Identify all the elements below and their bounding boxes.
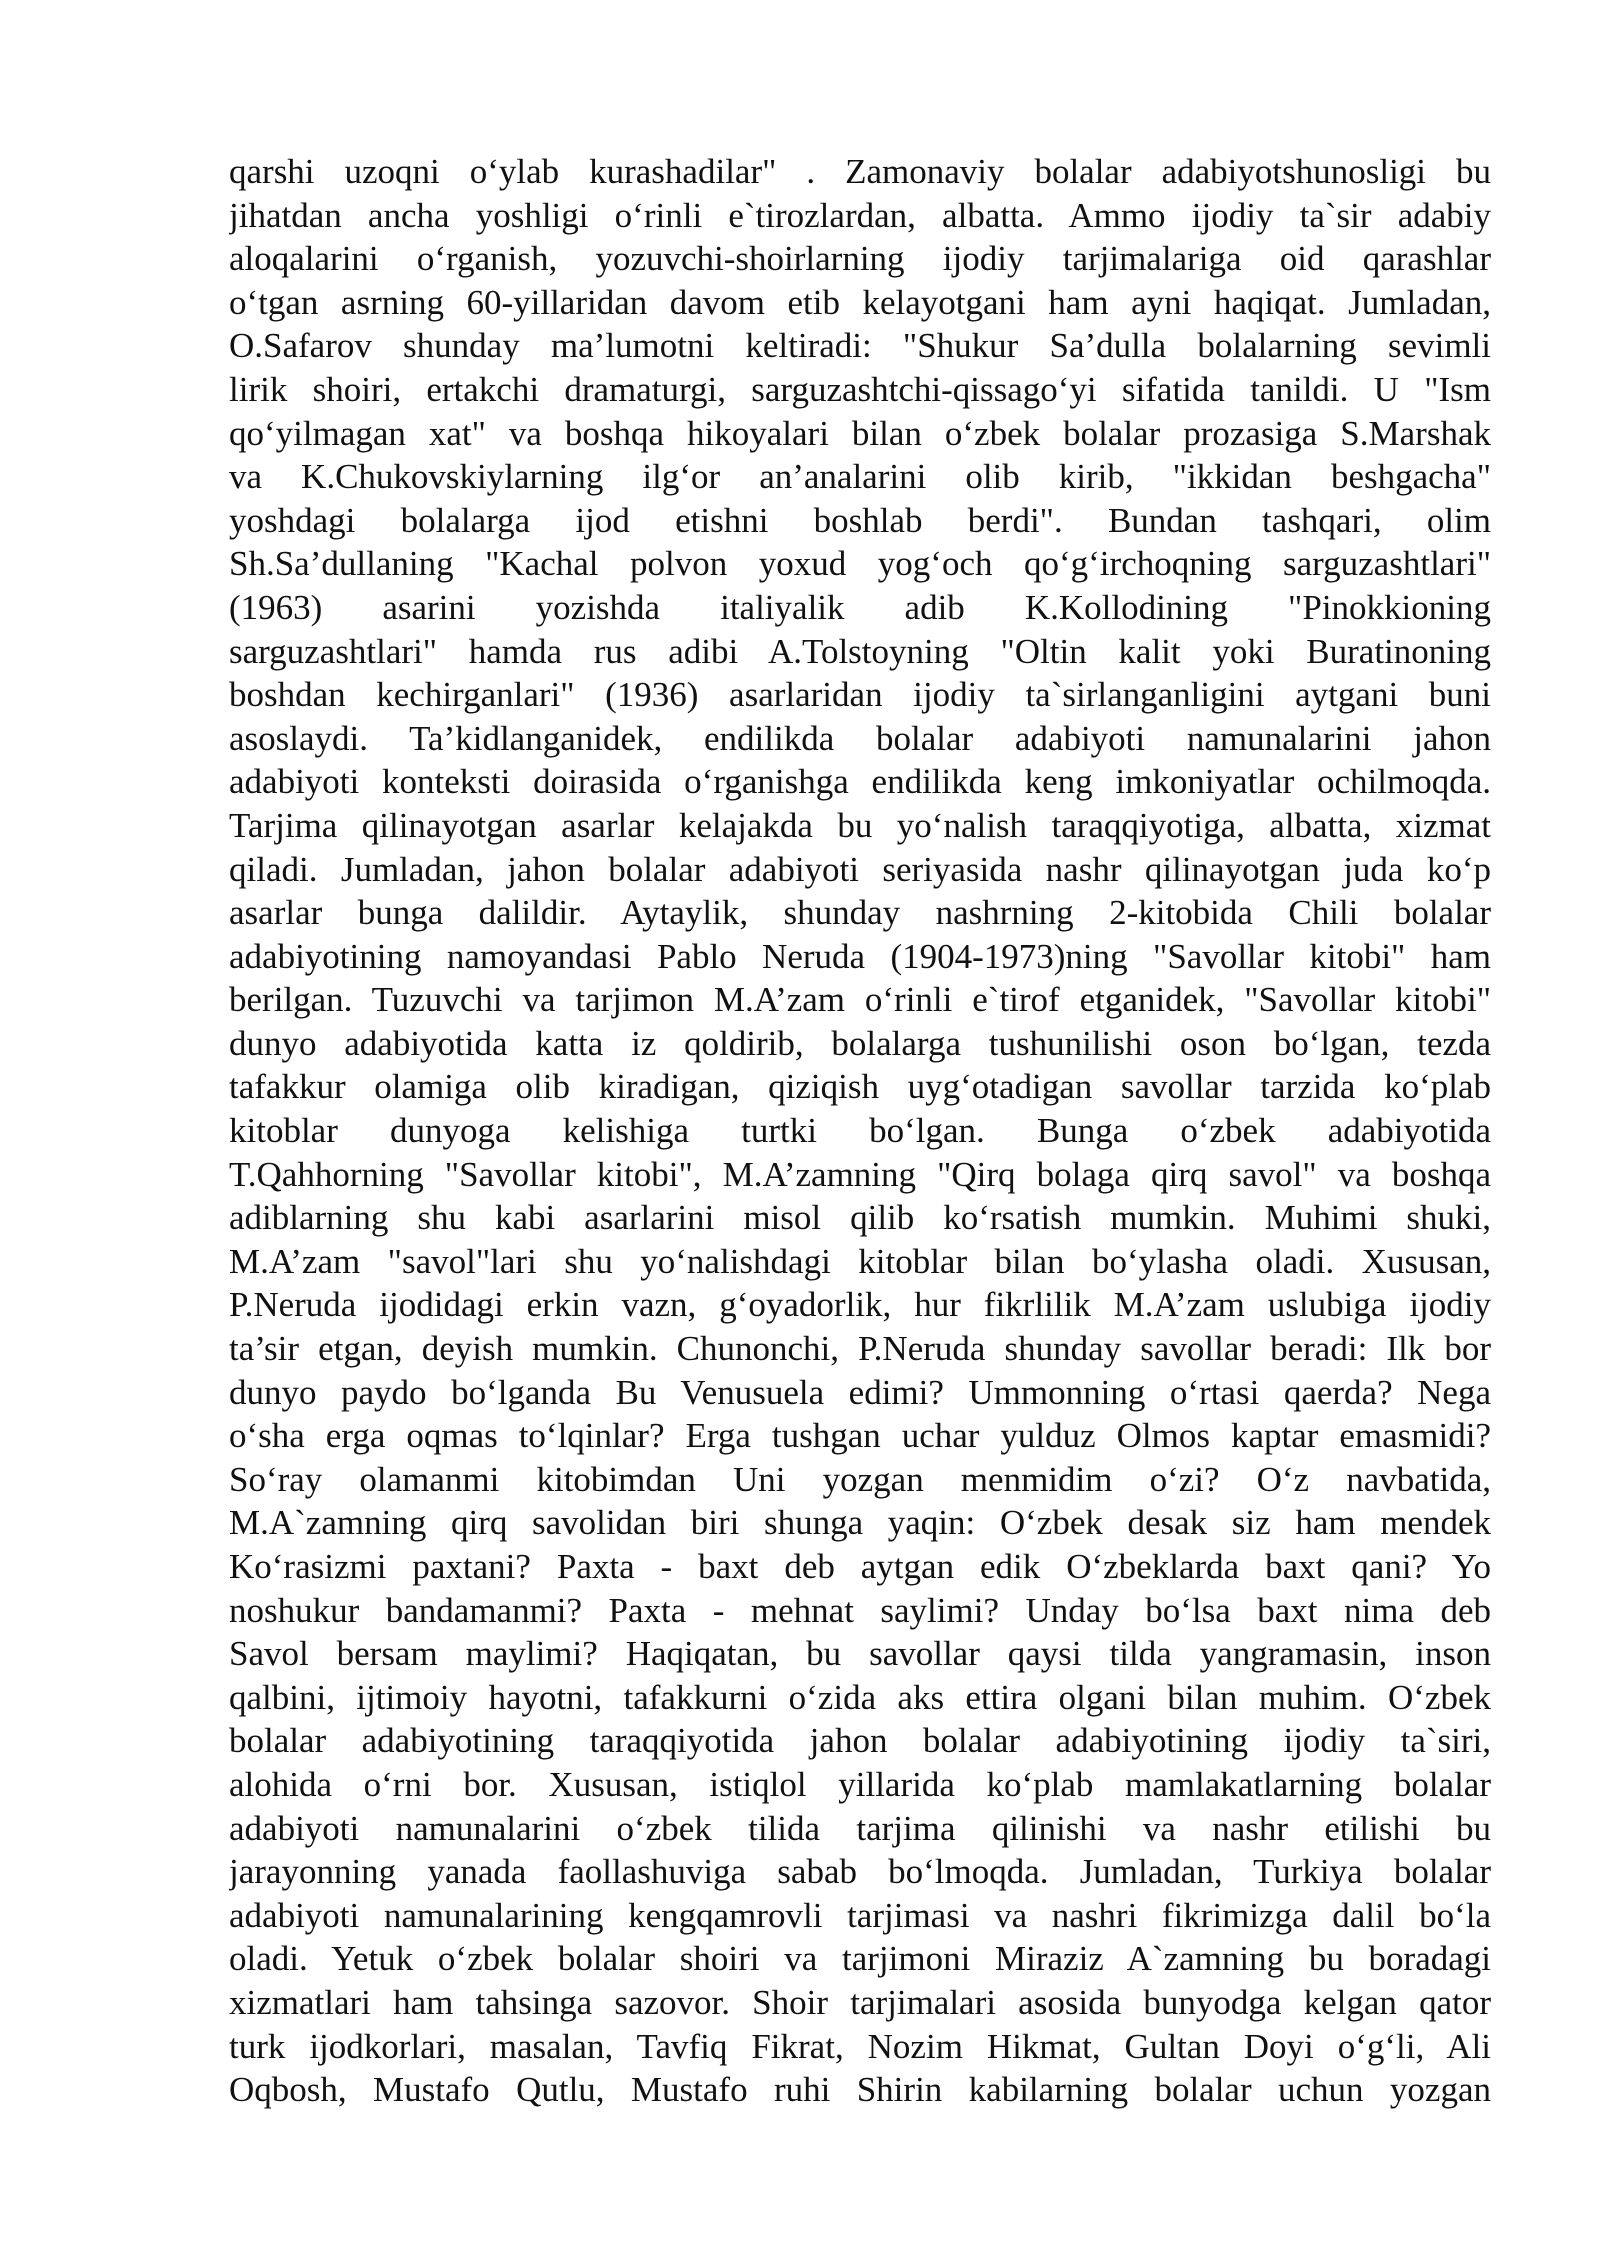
text-line: qalbini, ijtimoiy hayotni, tafakkurni o‘zida aks ettira olgani bilan muhim. O‘zbek (229, 1677, 1491, 1717)
text-line: jarayonning yanada faollashuviga sabab bo‘lmoqda. Jumladan, Turkiya bolalar (229, 1852, 1491, 1892)
text-line: turk ijodkorlari, masalan, Tavfiq Fikrat, Nozim Hikmat, Gultan Doyi o‘g‘li, Ali (229, 2026, 1491, 2066)
text-line: sarguzashtlari" hamda rus adibi A.Tolstoyning "Oltin kalit yoki Buratinoning (229, 631, 1491, 671)
text-line: oladi. Yetuk o‘zbek bolalar shoiri va tarjimoni Miraziz A`zamning bu boradagi (229, 1939, 1491, 1979)
text-line: adiblarning shu kabi asarlarini misol qilib ko‘rsatish mumkin. Muhimi shuki, (229, 1198, 1491, 1238)
text-line: adabiyoti konteksti doirasida o‘rganishga endilikda keng imkoniyatlar ochilmoqda. (229, 762, 1491, 802)
text-line: qo‘yilmagan xat" va boshqa hikoyalari bilan o‘zbek bolalar prozasiga S.Marshak (229, 413, 1491, 453)
text-line: So‘ray olamanmi kitobimdan Uni yozgan menmidim o‘zi? O‘z navbatida, (229, 1459, 1491, 1499)
text-line: berilgan. Tuzuvchi va tarjimon M.A’zam o‘rinli e`tirof etganidek, "Savollar kitobi" (229, 980, 1491, 1020)
text-line: adabiyoti namunalarining kengqamrovli tarjimasi va nashri fikrimizga dalil bo‘la (229, 1895, 1491, 1935)
text-line: jihatdan ancha yoshligi o‘rinli e`tirozlardan, albatta. Ammo ijodiy ta`sir adabiy (229, 195, 1491, 235)
text-line: M.A`zamning qirq savolidan biri shunga yaqin: O‘zbek desak siz ham mendek (229, 1503, 1491, 1543)
text-line: qarshi uzoqni o‘ylab kurashadilar" . Zamonaviy bolalar adabiyotshunosligi bu (229, 152, 1491, 191)
text-line: P.Neruda ijodidagi erkin vazn, g‘oyadorlik, hur fikrlilik M.A’zam uslubiga ijodiy (229, 1285, 1491, 1325)
text-line: kitoblar dunyoga kelishiga turtki bo‘lgan. Bunga o‘zbek adabiyotida (229, 1111, 1491, 1151)
text-line: boshdan kechirganlari" (1936) asarlaridan ijodiy ta`sirlanganligini aytgani buni (229, 675, 1491, 715)
text-line: adabiyotining namoyandasi Pablo Neruda (1904-1973)ning "Savollar kitobi" ham (229, 936, 1491, 976)
text-line: dunyo adabiyotida katta iz qoldirib, bolalarga tushunilishi oson bo‘lgan, tezda (229, 1023, 1491, 1063)
text-line: yoshdagi bolalarga ijod etishni boshlab berdi". Bundan tashqari, olim (229, 500, 1491, 540)
text-line: qiladi. Jumladan, jahon bolalar adabiyoti seriyasida nashr qilinayotgan juda ko‘p (229, 849, 1491, 889)
text-line: ta’sir etgan, deyish mumkin. Chunonchi, P.Neruda shunday savollar beradi: Ilk bor (229, 1329, 1491, 1369)
text-line: o‘sha erga oqmas to‘lqinlar? Erga tushgan uchar yulduz Olmos kaptar emasmidi? (229, 1416, 1491, 1456)
text-line: o‘tgan asrning 60-yillaridan davom etib kelayotgani ham ayni haqiqat. Jumladan, (229, 282, 1491, 322)
text-line: Tarjima qilinayotgan asarlar kelajakda bu yo‘nalish taraqqiyotiga, albatta, xizmat (229, 805, 1491, 845)
text-line: Savol bersam maylimi? Haqiqatan, bu savollar qaysi tilda yangramasin, inson (229, 1634, 1491, 1674)
text-line: bolalar adabiyotining taraqqiyotida jahon bolalar adabiyotining ijodiy ta`siri, (229, 1721, 1491, 1761)
text-line: Ko‘rasizmi paxtani? Paxta - baxt deb aytgan edik O‘zbeklarda baxt qani? Yo (229, 1547, 1491, 1586)
text-line: dunyo paydo bo‘lganda Bu Venusuela edimi? Ummonning o‘rtasi qaerda? Nega (229, 1372, 1491, 1412)
text-line: adabiyoti namunalarini o‘zbek tilida tarjima qilinishi va nashr etilishi bu (229, 1808, 1491, 1848)
text-line: O.Safarov shunday ma’lumotni keltiradi: "Shukur Sa’dulla bolalarning sevimli (229, 326, 1491, 366)
text-line: T.Qahhorning "Savollar kitobi", M.A’zamning "Qirq bolaga qirq savol" va boshqa (229, 1154, 1491, 1194)
text-line: lirik shoiri, ertakchi dramaturgi, sarguzashtchi-qissago‘yi sifatida tanildi. U "Ism (229, 369, 1491, 409)
text-line: va K.Chukovskiylarning ilg‘or an’analarini olib kirib, "ikkidan beshgacha" (229, 457, 1491, 497)
document-body (229, 150, 1491, 2112)
text-line: asoslaydi. Ta’kidlanganidek, endilikda bolalar adabiyoti namunalarini jahon (229, 718, 1491, 758)
text-line: alohida o‘rni bor. Xususan, istiqlol yillarida ko‘plab mamlakatlarning bolalar (229, 1764, 1491, 1804)
text-line: Sh.Sa’dullaning "Kachal polvon yoxud yog‘och qo‘g‘irchoqning sarguzashtlari" (229, 544, 1491, 584)
text-line: noshukur bandamanmi? Paxta - mehnat saylimi? Unday bo‘lsa baxt nima deb (229, 1590, 1491, 1630)
text-line: Oqbosh, Mustafo Qutlu, Mustafo ruhi Shirin kabilarning bolalar uchun yozgan (229, 2070, 1491, 2110)
text-line: asarlar bunga dalildir. Aytaylik, shunday nashrning 2-kitobida Chili bolalar (229, 893, 1491, 933)
text-line: (1963) asarini yozishda italiyalik adib K.Kollodining "Pinokkioning (229, 587, 1491, 627)
text-line: M.A’zam "savol"lari shu yo‘nalishdagi kitoblar bilan bo‘ylasha oladi. Xususan, (229, 1241, 1491, 1281)
text-line: xizmatlari ham tahsinga sazovor. Shoir tarjimalari asosida bunyodga kelgan qator (229, 1982, 1491, 2022)
text-line: aloqalarini o‘rganish, yozuvchi-shoirlarning ijodiy tarjimalariga oid qarashlar (229, 239, 1491, 279)
text-line: tafakkur olamiga olib kiradigan, qiziqish uyg‘otadigan savollar tarzida ko‘plab (229, 1067, 1491, 1107)
